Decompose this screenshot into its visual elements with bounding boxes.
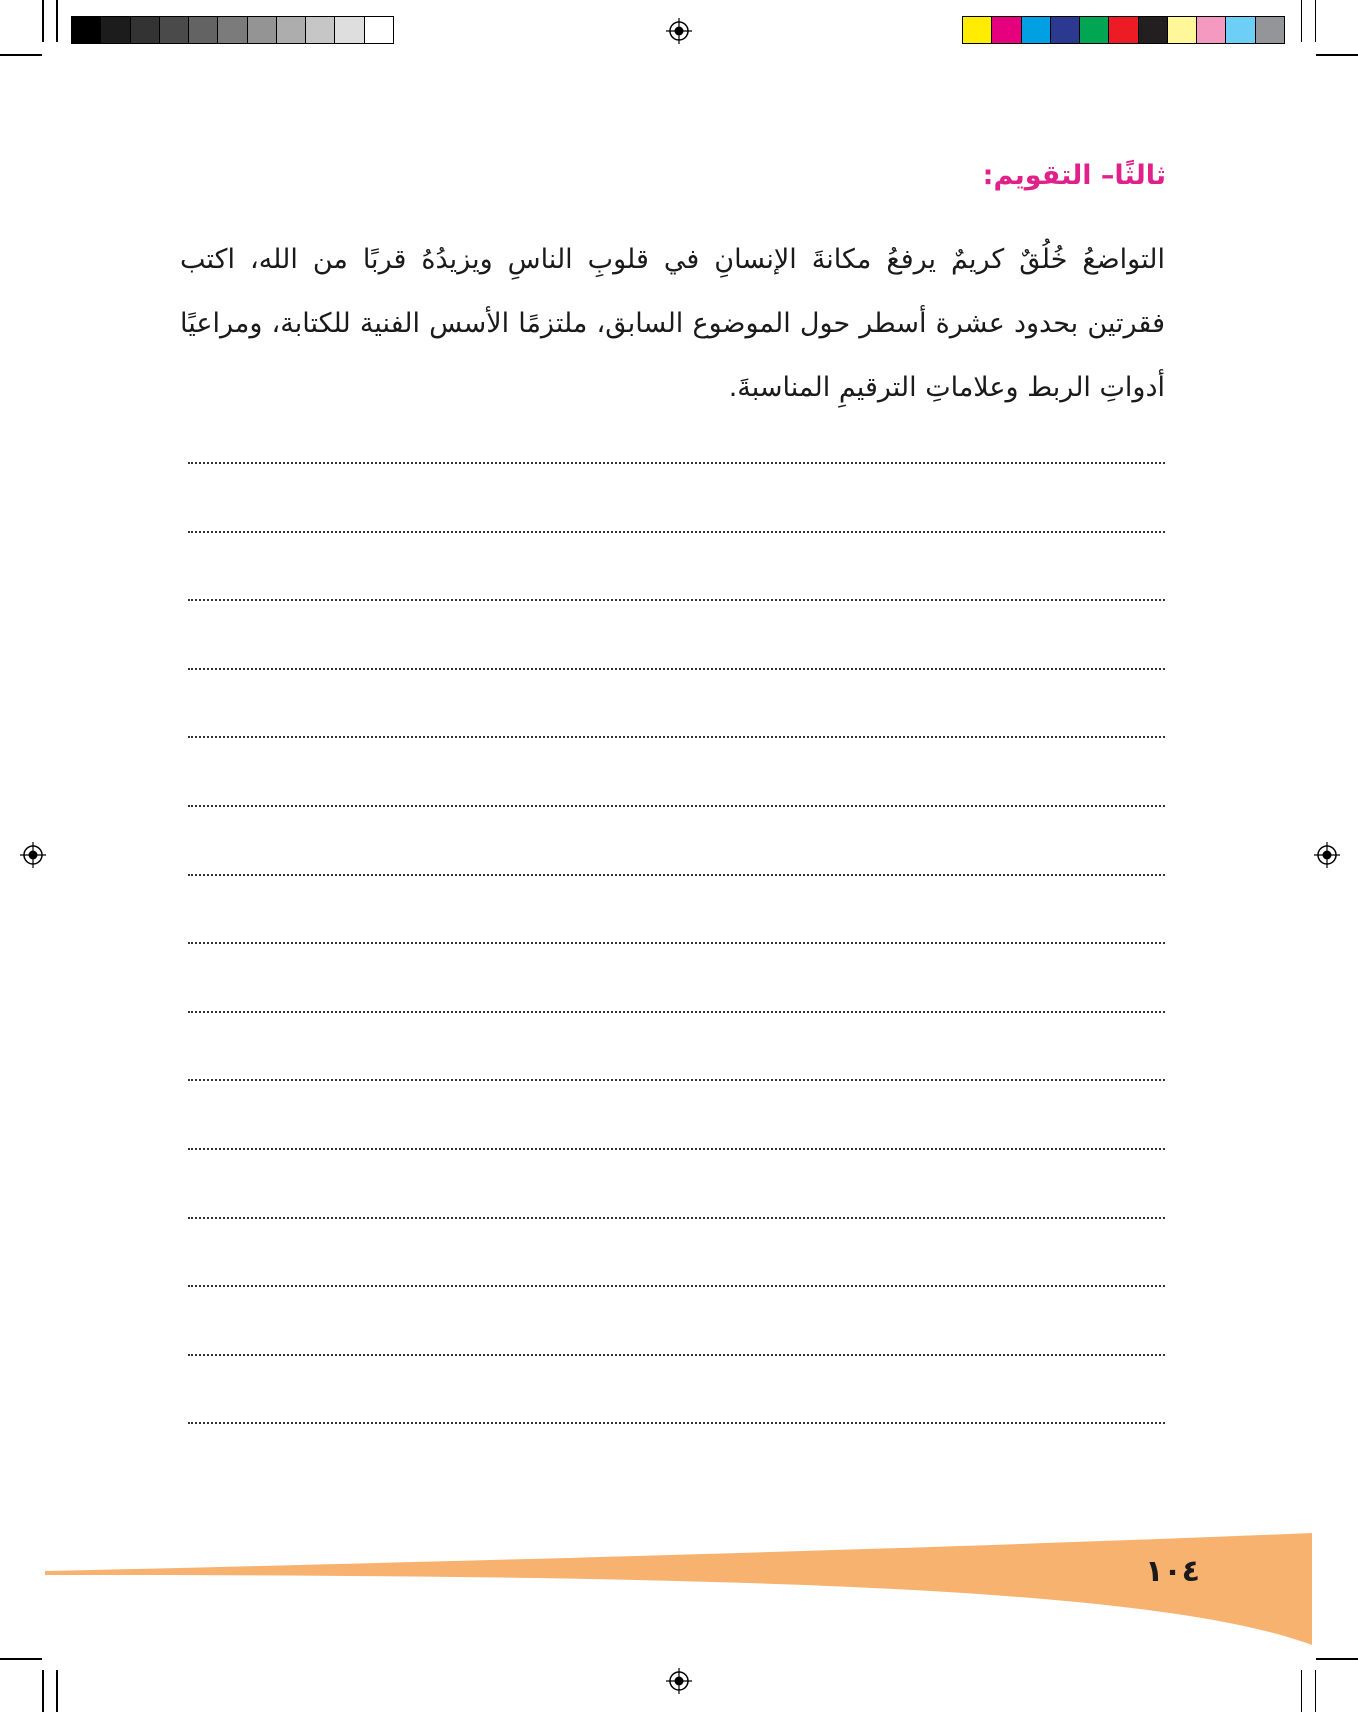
crop-mark bbox=[56, 0, 58, 42]
registration-mark-icon bbox=[1314, 842, 1340, 868]
color-swatch bbox=[1225, 17, 1254, 43]
crop-mark bbox=[56, 1670, 58, 1712]
crop-mark bbox=[1316, 54, 1358, 56]
writing-line[interactable] bbox=[188, 668, 1165, 670]
color-calibration-bar bbox=[962, 16, 1285, 44]
crop-mark bbox=[1301, 1670, 1303, 1712]
color-swatch bbox=[1138, 17, 1167, 43]
grayscale-swatch bbox=[276, 17, 305, 43]
writing-line[interactable] bbox=[188, 736, 1165, 738]
grayscale-swatch bbox=[72, 17, 100, 43]
color-swatch bbox=[1196, 17, 1225, 43]
crop-mark bbox=[0, 1658, 42, 1660]
writing-line[interactable] bbox=[188, 462, 1165, 464]
grayscale-swatch bbox=[247, 17, 276, 43]
grayscale-swatch bbox=[188, 17, 217, 43]
section-heading: ثالثًا– التقويم: bbox=[982, 160, 1166, 191]
grayscale-swatch bbox=[159, 17, 188, 43]
writing-line[interactable] bbox=[188, 1285, 1165, 1287]
grayscale-swatch bbox=[130, 17, 159, 43]
registration-mark-icon bbox=[666, 18, 692, 44]
writing-line[interactable] bbox=[188, 531, 1165, 533]
crop-mark bbox=[1301, 0, 1303, 42]
crop-mark bbox=[42, 0, 44, 42]
page-number: ١٠٤ bbox=[1145, 1554, 1200, 1589]
writing-line[interactable] bbox=[188, 874, 1165, 876]
writing-line[interactable] bbox=[188, 1079, 1165, 1081]
crop-mark bbox=[1316, 1658, 1358, 1660]
grayscale-swatch bbox=[100, 17, 129, 43]
crop-mark bbox=[1315, 0, 1317, 42]
writing-line[interactable] bbox=[188, 1354, 1165, 1356]
color-swatch bbox=[1079, 17, 1108, 43]
writing-line[interactable] bbox=[188, 942, 1165, 944]
exercise-instruction: التواضعُ خُلُقٌ كريمٌ يرفعُ مكانةَ الإنسانِ في قلوبِ الناسِ ويزيدُهُ قربًا من الله، اكتب فقرتين بحدود عشرة أسطر حول الموضوع السابق، ملتزمًا الأسس الفنية للكتابة، ومراعيًا أدواتِ الربط وعلاماتِ الترقيمِ المناسبةَ. bbox=[180, 244, 1165, 403]
color-swatch bbox=[1167, 17, 1196, 43]
grayscale-swatch bbox=[217, 17, 246, 43]
color-swatch bbox=[1050, 17, 1079, 43]
grayscale-calibration-bar bbox=[71, 16, 394, 44]
writing-line[interactable] bbox=[188, 1011, 1165, 1013]
color-swatch bbox=[1108, 17, 1137, 43]
writing-line[interactable] bbox=[188, 1217, 1165, 1219]
crop-mark bbox=[1315, 1670, 1317, 1712]
crop-mark bbox=[0, 54, 42, 56]
color-swatch bbox=[963, 17, 991, 43]
grayscale-swatch bbox=[334, 17, 363, 43]
writing-line[interactable] bbox=[188, 1422, 1165, 1424]
color-swatch bbox=[1255, 17, 1284, 43]
grayscale-swatch bbox=[305, 17, 334, 43]
footer-decoration bbox=[0, 1525, 1358, 1655]
crop-mark bbox=[42, 1670, 44, 1712]
writing-line[interactable] bbox=[188, 805, 1165, 807]
color-swatch bbox=[991, 17, 1020, 43]
registration-mark-icon bbox=[666, 1668, 692, 1694]
writing-line[interactable] bbox=[188, 599, 1165, 601]
registration-mark-icon bbox=[20, 842, 46, 868]
writing-line[interactable] bbox=[188, 1148, 1165, 1150]
color-swatch bbox=[1021, 17, 1050, 43]
grayscale-swatch bbox=[364, 17, 393, 43]
